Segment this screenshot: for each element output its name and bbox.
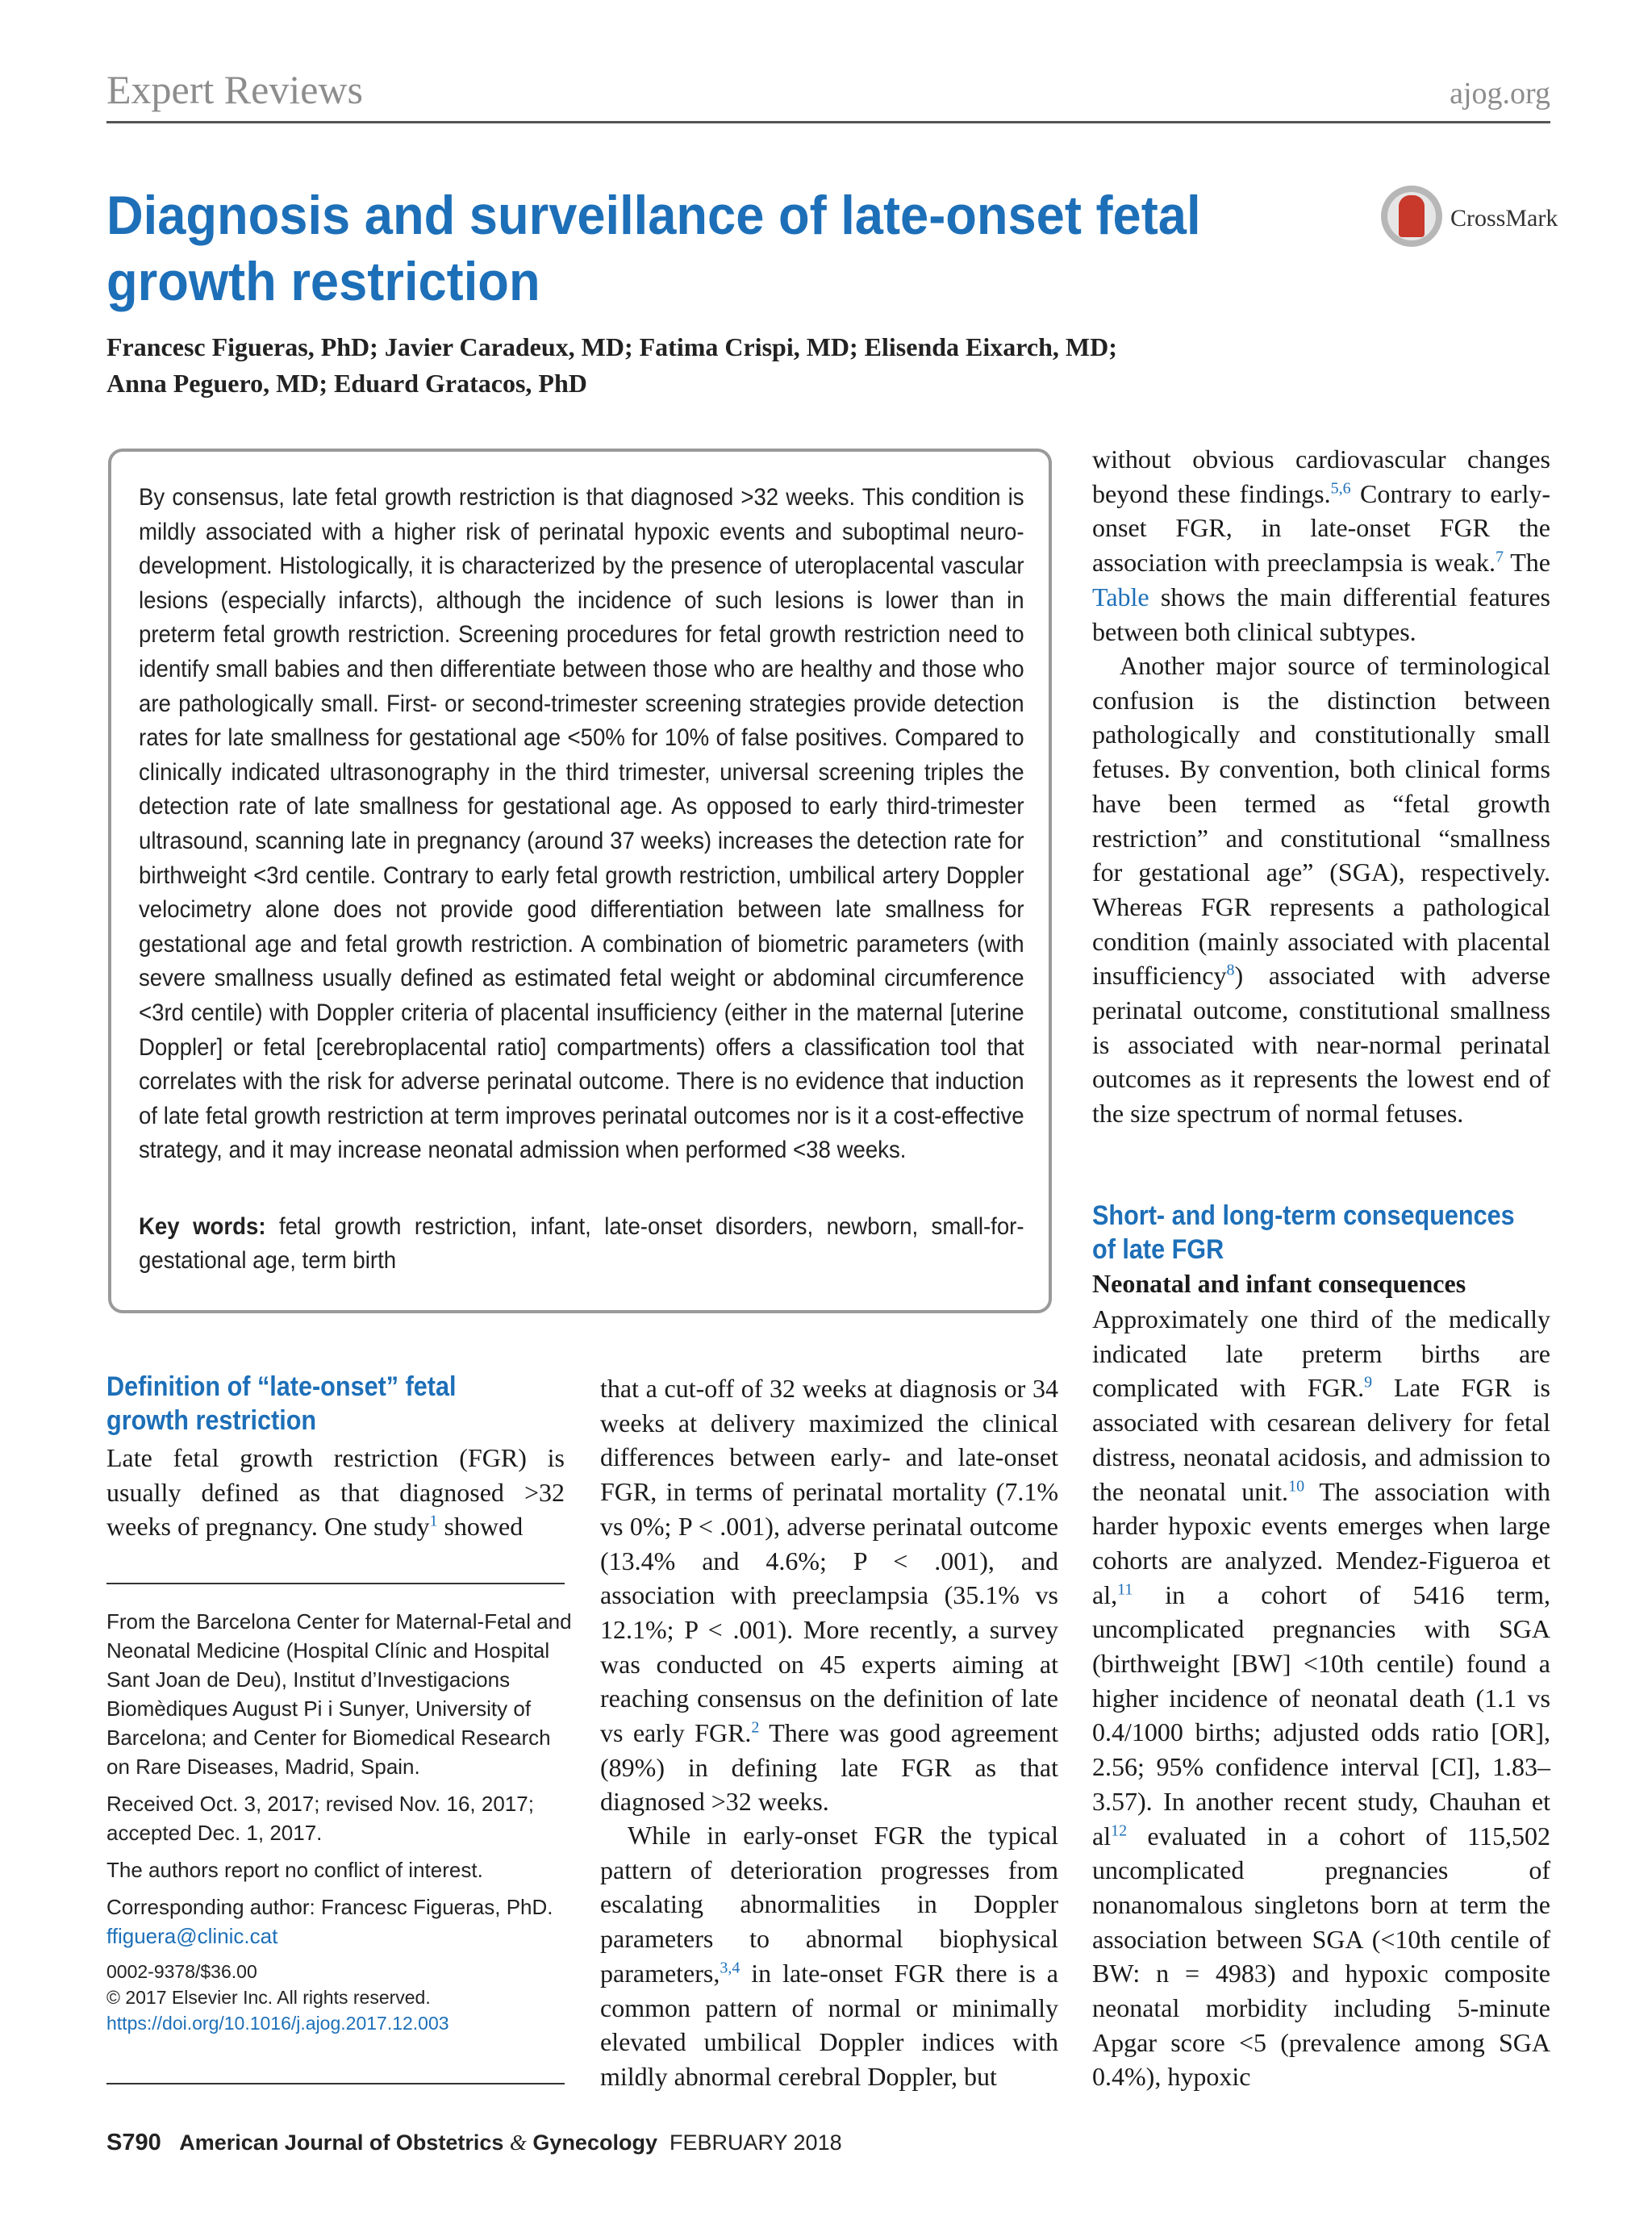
text-run: Late fetal growth restriction (FGR) is usually defined as that diagnosed >32 weeks of pregnancy. One study xyxy=(106,1443,565,1542)
keywords-list: fetal growth restriction, infant, late-onset disorders, newborn, small-for-gestational age, term birth xyxy=(139,1213,1024,1274)
text-run: evaluated in a cohort of 115,502 uncomplicated pregnancies of nonanomalous singletons born at term the association between SGA (<10th centile of BW: n = 4983) and hypoxic composite neonatal morbidity including 5-minute Apgar score <5 (prevalence among SGA 0.4%), hypoxic xyxy=(1092,1821,1550,2092)
footnote-block xyxy=(106,1607,574,2036)
text-run: in late-onset FGR there is a common pattern of normal or minimally elevated umbilical Doppler indices with mildly abnormal cerebral Doppler, but xyxy=(600,1958,1058,2091)
reference-link[interactable]: 2 xyxy=(751,1718,760,1737)
authors-line-2: Anna Peguero, MD; Eduard Gratacos, PhD xyxy=(106,369,587,398)
text-run: Contrary to early-onset FGR, in late-onset FGR the association with preeclampsia is weak. xyxy=(1092,478,1551,578)
reference-link[interactable]: 9 xyxy=(1364,1373,1373,1392)
reference-link[interactable]: 3,4 xyxy=(720,1959,740,1977)
text-run: There was good agreement (89%) in defining late FGR as that diagnosed >32 weeks. xyxy=(600,1718,1058,1817)
col2-paragraph-2 xyxy=(600,1818,1058,2094)
article-title xyxy=(106,182,1232,315)
header-rule xyxy=(106,121,1550,123)
reference-link[interactable]: 7 xyxy=(1496,548,1504,566)
keywords-label: Key words: xyxy=(139,1213,266,1240)
reference-link[interactable]: 1 xyxy=(429,1512,438,1530)
heading-line-2: of late FGR xyxy=(1092,1234,1224,1265)
text-run: Approximately one third of the medically indicated late preterm births are complicated with FGR. xyxy=(1092,1304,1550,1403)
text-run: without obvious cardiovascular changes beyond these findings. xyxy=(1092,444,1550,508)
crossmark-badge[interactable] xyxy=(1381,186,1652,258)
text-run: The xyxy=(1504,548,1551,578)
issn: 0002-9378/$36.00 xyxy=(106,1961,257,1982)
section-label: Expert Reviews xyxy=(106,67,363,112)
text-run: Late FGR is associated with cesarean delivery for fetal distress, neonatal acidosis, and admission to the neonatal unit. xyxy=(1092,1373,1551,1506)
reference-link[interactable]: 10 xyxy=(1288,1476,1305,1495)
keywords xyxy=(139,1210,1024,1278)
heading-line-1: Definition of “late-onset” fetal xyxy=(106,1371,457,1402)
reference-link[interactable]: 12 xyxy=(1111,1821,1128,1839)
reference-link[interactable]: 5,6 xyxy=(1330,479,1351,498)
journal-name: American Journal of Obstetrics xyxy=(179,2130,504,2155)
footnote-rule-bottom xyxy=(106,2083,565,2084)
text-run: ) associated with adverse perinatal outcome, constitutional smallness is associated with near-normal perinatal outcomes as it represents the lowest end of the size spectrum of normal fetuses. xyxy=(1092,961,1550,1129)
page-footer xyxy=(106,2130,842,2156)
footnote-rule-top xyxy=(106,1583,565,1584)
section-heading-consequences xyxy=(1092,1199,1557,1266)
authors-line-1: Francesc Figueras, PhD; Javier Caradeux, MD; Fatima Crispi, MD; Elisenda Eixarch, MD; xyxy=(106,332,1117,361)
table-link[interactable]: Table xyxy=(1092,582,1149,611)
page-number: S790 xyxy=(106,2130,161,2155)
text-run: While in early-onset FGR the typical pattern of deterioration progresses from escalating abnormalities in Doppler parameters to abnormal biophysical parameters, xyxy=(600,1821,1058,1988)
corresponding-author: Corresponding author: Francesc Figueras, PhD. xyxy=(106,1895,553,1919)
author-email-link[interactable]: ffiguera@clinic.cat xyxy=(106,1924,278,1948)
col1-paragraph-1 xyxy=(106,1441,565,1544)
affiliation: From the Barcelona Center for Maternal-Fetal and Neonatal Medicine (Hospital Clínic and Hospital Sant Joan de Deu), Institut d’Investigacions Biomèdiques August Pi i Sunyer, University of Barcelona; and Center for Biomedical Research on Rare Diseases, Madrid, Spain. xyxy=(106,1609,572,1779)
reference-link[interactable]: 8 xyxy=(1226,961,1235,979)
issue-date: FEBRUARY 2018 xyxy=(669,2130,842,2155)
title-line-2: growth restriction xyxy=(106,251,540,312)
col3-paragraph-3 xyxy=(1092,1302,1550,2094)
text-run: that a cut-off of 32 weeks at diagnosis or 34 weeks at delivery maximized the clinical differences between early- and late-onset FGR, in terms of perinatal mortality (7.1% vs 0%; P < .001), adverse perinatal outcome (13.4% and 4.6%; P < .001), and association with preeclampsia (35.1% vs 12.1%; P < .001). More recently, a survey was conducted on 45 experts aiming at reaching consensus on the definition of late vs early FGR. xyxy=(600,1374,1058,1748)
title-line-1: Diagnosis and surveillance of late-onset fetal xyxy=(106,185,1201,246)
text-run: in a cohort of 5416 term, uncomplicated pregnancies with SGA (birthweight [BW] <10th centile) found a higher incidence of neonatal death (1.1 vs 0.4/1000 births; adjusted odds ratio [OR], 2.56; 95% confidence interval [CI], 1.83–3.57). In another recent study, Chauhan et al xyxy=(1092,1579,1550,1851)
heading-line-1: Short- and long-term consequences xyxy=(1092,1200,1515,1231)
text-run: The association with harder hypoxic events emerges when large cohorts are analyzed. Mendez-Figueroa et al, xyxy=(1092,1476,1551,1609)
col3-paragraph-1 xyxy=(1092,442,1550,649)
text-run: Another major source of terminological confusion is the distinction between pathologically and constitutionally small fetuses. By convention, both clinical forms have been termed as “fetal growth restriction” and constitutional “smallness for gestational age” (SGA), respectively. Whereas FGR represents a pathological condition (mainly associated with placental insufficiency xyxy=(1092,651,1550,991)
journal-name-2: Gynecology xyxy=(532,2130,657,2155)
col3-paragraph-2 xyxy=(1092,649,1550,1131)
crossmark-label: CrossMark xyxy=(1450,205,1558,232)
conflict-statement: The authors report no conflict of interest. xyxy=(106,1858,483,1882)
col2-paragraph-1 xyxy=(600,1371,1058,1819)
journal-ampersand: & xyxy=(509,2130,527,2155)
journal-url[interactable]: ajog.org xyxy=(1450,77,1550,111)
crossmark-icon xyxy=(1381,186,1442,247)
received-dates: Received Oct. 3, 2017; revised Nov. 16, 2017; accepted Dec. 1, 2017. xyxy=(106,1792,534,1845)
text-run: showed xyxy=(437,1512,524,1542)
heading-line-2: growth restriction xyxy=(106,1405,317,1436)
section-heading-definition xyxy=(106,1370,571,1438)
subsection-heading-neonatal: Neonatal and infant consequences xyxy=(1092,1269,1466,1298)
text-run: shows the main differential features between both clinical subtypes. xyxy=(1092,582,1550,646)
copyright: © 2017 Elsevier Inc. All rights reserved. xyxy=(106,1987,431,2008)
abstract-text: By consensus, late fetal growth restriction is that diagnosed >32 weeks. This condition is mildly associated with a higher risk of perinatal hypoxic events and suboptimal neuro-development. Histologically, it is characterized by the presence of uteroplacental vascular lesions (especially infarcts), although the incidence of such lesions is lower than in preterm fetal growth restriction. Screening procedures for fetal growth restriction need to identify small babies and then differentiate between those who are healthy and those who are pathologically small. First- or second-trimester screening strategies provide detection rates for late smallness for gestational age <50% for 10% of false positives. Compared to clinically indicated ultrasonography in the third trimester, universal screening triples the detection rate of late smallness for gestational age. As opposed to early third-trimester ultrasound, scanning late in pregnancy (around 37 weeks) increases the detection rate for birthweight <3rd centile. Contrary to early fetal growth restriction, umbilical artery Doppler velocimetry alone does not provide good differentiation between late smallness for gestational age and fetal growth restriction. A combination of biometric parameters (with severe smallness usually defined as estimated fetal weight or abdominal circumference <3rd centile) with Doppler criteria of placental insufficiency (either in the maternal [uterine Doppler] or fetal [cerebroplacental ratio] compartments) offers a classification tool that correlates with the risk for adverse perinatal outcome. There is no evidence that induction of late fetal growth restriction at term improves perinatal outcomes nor is it a cost-effective strategy, and it may increase neonatal admission when performed <38 weeks. xyxy=(139,484,1024,1164)
reference-link[interactable]: 11 xyxy=(1117,1579,1133,1598)
doi-link[interactable]: https://doi.org/10.1016/j.ajog.2017.12.003 xyxy=(106,2013,449,2034)
author-list xyxy=(106,329,1316,402)
